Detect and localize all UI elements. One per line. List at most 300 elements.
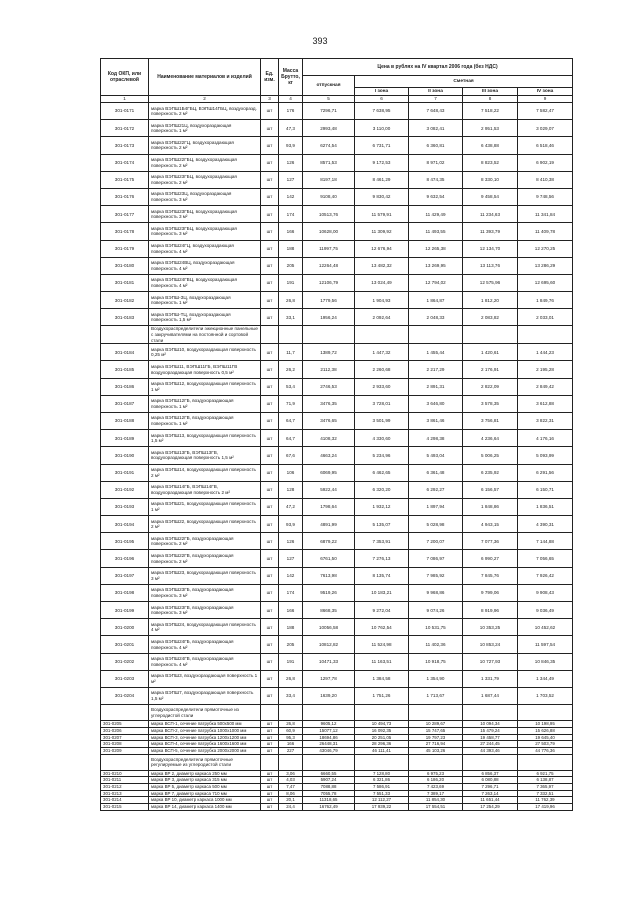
table-row [101,344,573,361]
row-unit: шт [261,584,279,601]
row-price-zone-2: 11 493,55 [409,223,463,240]
row-price-zone-3: 19 458,77 [463,734,518,741]
row-price-zone-3: 12 134,70 [463,240,518,257]
row-price-zone-1: 7 586,91 [355,783,409,790]
price-table-sheet [100,58,572,811]
row-price-zone-3: 10 727,93 [463,653,518,670]
row-price-zone-1: 16 092,35 [355,727,409,734]
table-row [101,309,573,326]
row-price-zone-3: 8 823,52 [463,154,518,171]
row-price-zone-2: 11 402,36 [409,636,463,653]
row-unit: шт [261,154,279,171]
table-row [101,223,573,240]
row-price-zone-1: 1 932,12 [355,498,409,515]
row-code: 301-0207 [101,734,149,741]
row-price-zone-1: 7 638,95 [355,103,409,120]
row-release-price: 2112,38 [303,361,355,378]
row-unit: шт [261,636,279,653]
row-release-price: 10056,58 [303,619,355,636]
row-release-price: 4891,99 [303,516,355,533]
row-release-price: 8197,18 [303,171,355,188]
row-unit: шт [261,727,279,734]
row-price-zone-2: 3 861,46 [409,412,463,429]
row-name: марка ВЭПШ22, воздухораздающая поверхность 2 м² [149,516,261,533]
row-code: 301-0186 [101,378,149,395]
header-release: отпускная [303,76,355,96]
row-price-zone-3: 11 651,44 [463,797,518,804]
row-name: марка ВР 10, диаметр каркаса 1000 мм [149,797,261,804]
row-price-zone-4: 11 341,84 [518,206,573,223]
row-code: 301-0178 [101,223,149,240]
row-code: 301-0215 [101,804,149,811]
row-release-price: 1639,20 [303,687,355,704]
row-unit: шт [261,447,279,464]
row-price-zone-2: 5 028,98 [409,516,463,533]
row-name: марка ВЭПШ13, воздухораздающая поверхность 1,5 м² [149,430,261,447]
row-price-zone-4: 5 093,99 [518,447,573,464]
row-price-zone-1: 10 183,21 [355,584,409,601]
row-code: 301-0182 [101,292,149,309]
row-price-zone-3: 9 458,54 [463,188,518,205]
row-mass: 26,8 [279,670,303,687]
row-name: марка ВЭПШ23ГБ, воздухораздающая поверхность 3 м² [149,584,261,601]
row-price-zone-2: 7 200,07 [409,533,463,550]
row-mass: 166 [279,602,303,619]
row-unit: шт [261,653,279,670]
row-release-price: 10812,82 [303,636,355,653]
row-release-price: 9108,40 [303,188,355,205]
row-name: марка ВЭПШ22ГБ, воздухораздающая поверхность 2 м² [149,533,261,550]
row-price-zone-4: 12 270,25 [518,240,573,257]
col-number: 4 [279,96,303,103]
row-name: марка ВЭПШ24, воздухораздающая поверхность 4 м² [149,619,261,636]
row-mass: 188 [279,240,303,257]
row-price-zone-3: 8 919,96 [463,602,518,619]
row-price-zone-4: 6 291,56 [518,464,573,481]
row-price-zone-2: 19 797,23 [409,734,463,741]
row-code: 301-0194 [101,516,149,533]
row-mass: 11,7 [279,344,303,361]
header-zone-2: II зона [409,88,463,96]
row-price-zone-3: 17 254,29 [463,804,518,811]
row-price-zone-3: 6 438,88 [463,137,518,154]
row-price-zone-3: 6 156,57 [463,481,518,498]
row-price-zone-2: 3 082,41 [409,120,463,137]
row-code: 301-0206 [101,727,149,734]
row-price-zone-2: 1 354,90 [409,670,463,687]
row-price-zone-3: 4 236,64 [463,430,518,447]
row-code: 301-0197 [101,567,149,584]
row-price-zone-2: 12 794,02 [409,274,463,291]
col-number: 9 [518,96,573,103]
row-price-zone-3: 1 848,86 [463,498,518,515]
row-price-zone-4: 4 176,16 [518,430,573,447]
row-price-zone-2: 7 389,17 [409,790,463,797]
row-name: марка ВР 14, диаметр каркаса 1400 мм [149,804,261,811]
row-price-zone-2: 11 429,49 [409,206,463,223]
table-row [101,797,573,804]
row-price-zone-2: 6 186,20 [409,777,463,784]
row-release-price: 6274,54 [303,137,355,154]
row-price-zone-2: 6 361,48 [409,464,463,481]
row-release-price: 5907,24 [303,777,355,784]
row-name: марка ВЭПШ12, воздухораздающая поверхность 1 м² [149,378,261,395]
table-row [101,103,573,120]
section-1 [101,326,573,344]
row-price-zone-1: 46 111,41 [355,747,409,754]
row-price-zone-2: 5 493,04 [409,447,463,464]
row-unit: шт [261,137,279,154]
row-unit: шт [261,777,279,784]
row-price-zone-3: 15 479,24 [463,727,518,734]
row-price-zone-1: 5 234,96 [355,447,409,464]
row-code: 301-0196 [101,550,149,567]
row-unit: шт [261,670,279,687]
row-price-zone-1: 10 494,73 [355,721,409,728]
table-row [101,777,573,784]
row-price-zone-1: 28 296,36 [355,741,409,748]
row-price-zone-2: 8 474,35 [409,171,463,188]
row-name: марка ВР 5, диаметр каркаса 500 мм [149,783,261,790]
row-mass: 8,06 [279,790,303,797]
table-body-mid [101,344,573,705]
row-price-zone-4: 27 503,79 [518,741,573,748]
row-release-price: 6660,55 [303,770,355,777]
row-release-price: 7613,98 [303,567,355,584]
row-mass: 227 [279,747,303,754]
row-name: марка ВСП-4, сечение патрубка 1600х1600 мм [149,741,261,748]
row-code: 301-0175 [101,171,149,188]
row-name: марка ВЭПШ11, ВЭПШ11ГБ, ВЭПШ11ГВ воздухораздающая поверхность 0,5 м² [149,361,261,378]
row-code: 301-0213 [101,790,149,797]
col-number: 8 [463,96,518,103]
row-price-zone-2: 7 985,92 [409,567,463,584]
row-code: 301-0181 [101,274,149,291]
row-price-zone-4: 7 144,88 [518,533,573,550]
row-unit: шт [261,257,279,274]
row-price-zone-2: 4 298,38 [409,430,463,447]
row-release-price: 10471,33 [303,653,355,670]
row-unit: шт [261,309,279,326]
row-price-zone-2: 1 455,44 [409,344,463,361]
row-unit: шт [261,619,279,636]
row-price-zone-1: 4 330,60 [355,430,409,447]
row-name: марка ВР 3, диаметр каркаса 315 мм [149,777,261,784]
row-price-zone-1: 1 904,93 [355,292,409,309]
column-number-row [101,96,573,103]
row-name: марка ВЭПШ24ВЦ, воздухораздающая поверхность 4 м² [149,257,261,274]
row-price-zone-3: 13 113,76 [463,257,518,274]
row-price-zone-3: 6 080,88 [463,777,518,784]
table-row [101,770,573,777]
row-release-price: 7088,88 [303,783,355,790]
row-price-zone-1: 17 939,22 [355,804,409,811]
table-body-main [101,103,573,326]
row-mass: 26,2 [279,361,303,378]
row-unit: шт [261,687,279,704]
row-name: марка ВЭПШ24ГЦ, воздухораздающая поверхность 4 м² [149,240,261,257]
row-name: марка ВЭПШ22ГБЦ, воздухораздающая поверхность 2 м² [149,154,261,171]
row-mass: 166 [279,741,303,748]
row-price-zone-3: 8 330,10 [463,171,518,188]
header-unit: Ед. изм. [261,59,279,96]
row-mass: 95,3 [279,734,303,741]
row-name: марка ВЭПШ22ГЦ, воздухораздающая поверхность 2 м² [149,137,261,154]
row-price-zone-2: 1 897,94 [409,498,463,515]
row-price-zone-4: 1 849,76 [518,292,573,309]
header-mass: Масса Брутто, кг [279,59,303,96]
row-release-price: 8668,35 [303,602,355,619]
table-row [101,804,573,811]
row-name: марка ВЭПШ7, воздухораздающая поверхность 1,5 м² [149,687,261,704]
row-price-zone-1: 11 524,98 [355,636,409,653]
row-price-zone-4: 12 695,60 [518,274,573,291]
row-price-zone-3: 11 393,79 [463,223,518,240]
row-price-zone-1: 9 172,53 [355,154,409,171]
table-row [101,516,573,533]
row-code: 301-0174 [101,154,149,171]
row-price-zone-4: 7 056,65 [518,550,573,567]
row-price-zone-4: 2 033,01 [518,309,573,326]
row-price-zone-2: 6 360,81 [409,137,463,154]
row-price-zone-2: 7 648,43 [409,103,463,120]
row-unit: шт [261,804,279,811]
row-price-zone-4: 1 444,23 [518,344,573,361]
table-row [101,430,573,447]
row-name: марка ВЭПШ23Ц, воздухораздающая поверхность 3 м² [149,188,261,205]
row-price-zone-3: 6 856,37 [463,770,518,777]
row-code: 301-0177 [101,206,149,223]
table-row [101,257,573,274]
row-mass: 176 [279,103,303,120]
row-code: 301-0208 [101,741,149,748]
table-row [101,727,573,734]
row-release-price: 12264,48 [303,257,355,274]
table-row [101,567,573,584]
row-mass: 3,06 [279,770,303,777]
row-mass: 60,9 [279,727,303,734]
row-price-zone-3: 2 083,82 [463,309,518,326]
row-price-zone-4: 7 332,51 [518,790,573,797]
table-row [101,687,573,704]
row-name: марка ВЭПШ23ГВ, воздухораздающая поверхность 3 м² [149,602,261,619]
row-code: 301-0202 [101,653,149,670]
row-release-price: 10513,76 [303,206,355,223]
row-code: 301-0201 [101,636,149,653]
row-price-zone-4: 6 138,87 [518,777,573,784]
row-price-zone-1: 6 731,71 [355,137,409,154]
header-zone-3: III зона [463,88,518,96]
row-price-zone-3: 12 575,96 [463,274,518,291]
row-unit: шт [261,721,279,728]
row-name: марка ВЭПШ-ЗЦ, воздухораздающая поверхность 1 м² [149,292,261,309]
row-price-zone-2: 13 269,95 [409,257,463,274]
row-price-zone-4: 9 748,56 [518,188,573,205]
row-mass: 26,8 [279,721,303,728]
section-title: Воздухораспределители эжекционные панельные с закручивателями на постоянной и сортовой стали [149,326,261,344]
table-row [101,447,573,464]
row-code: 301-0173 [101,137,149,154]
row-price-zone-2: 11 854,30 [409,797,463,804]
table-row [101,619,573,636]
table-row [101,790,573,797]
row-mass: 205 [279,636,303,653]
page-number: 393 [312,36,328,46]
row-price-zone-3: 7 263,14 [463,790,518,797]
table-row [101,783,573,790]
row-price-zone-1: 12 676,94 [355,240,409,257]
row-price-zone-1: 7 276,13 [355,550,409,567]
row-price-zone-1: 10 762,54 [355,619,409,636]
row-unit: шт [261,188,279,205]
row-price-zone-2: 7 086,97 [409,550,463,567]
table-row [101,602,573,619]
section-3 [101,754,573,770]
row-mass: 47,2 [279,498,303,515]
row-price-zone-1: 9 272,04 [355,602,409,619]
row-release-price: 3476,35 [303,395,355,412]
row-release-price: 7055,78 [303,790,355,797]
row-price-zone-4: 10 452,62 [518,619,573,636]
row-unit: шт [261,734,279,741]
row-price-zone-2: 8 971,02 [409,154,463,171]
table-row [101,734,573,741]
table-row [101,188,573,205]
row-price-zone-3: 10 353,25 [463,619,518,636]
row-name: марка ВР 2, диаметр каркаса 250 мм [149,770,261,777]
row-price-zone-1: 13 024,49 [355,274,409,291]
row-code: 301-0200 [101,619,149,636]
row-mass: 142 [279,567,303,584]
row-price-zone-1: 2 092,64 [355,309,409,326]
table-row [101,206,573,223]
row-price-zone-1: 9 830,42 [355,188,409,205]
row-price-zone-4: 6 518,46 [518,137,573,154]
row-price-zone-3: 4 943,15 [463,516,518,533]
row-price-zone-4: 15 626,88 [518,727,573,734]
table-row [101,395,573,412]
row-name: марка ВЭПШ23ГБЦ, воздухораздающая поверхность 3 м² [149,206,261,223]
row-code: 301-0176 [101,188,149,205]
row-code: 301-0171 [101,103,149,120]
row-mass: 67,6 [279,447,303,464]
table-row [101,533,573,550]
row-release-price: 7296,71 [303,103,355,120]
row-price-zone-4: 3 029,07 [518,120,573,137]
row-name: марка ВЭПШ14ГБ, ВЭПШ14ГВ, воздухораздающая поверхность 2 м² [149,481,261,498]
row-code: 301-0198 [101,584,149,601]
table-row [101,361,573,378]
table-row [101,378,573,395]
row-mass: 64,7 [279,412,303,429]
row-price-zone-4: 2 195,28 [518,361,573,378]
table-row [101,154,573,171]
row-release-price: 43046,79 [303,747,355,754]
row-price-zone-1: 7 353,91 [355,533,409,550]
row-price-zone-2: 6 292,27 [409,481,463,498]
row-unit: шт [261,120,279,137]
row-price-zone-3: 1 812,20 [463,292,518,309]
row-price-zone-4: 2 849,42 [518,378,573,395]
row-mass: 126 [279,533,303,550]
row-price-zone-3: 5 006,25 [463,447,518,464]
row-release-price: 8571,53 [303,154,355,171]
row-price-zone-3: 3 756,81 [463,412,518,429]
table-row [101,120,573,137]
row-mass: 142 [279,188,303,205]
row-mass: 93,9 [279,137,303,154]
row-code: 301-0192 [101,481,149,498]
row-price-zone-3: 10 094,34 [463,721,518,728]
row-unit: шт [261,790,279,797]
table-row [101,670,573,687]
row-price-zone-3: 2 176,91 [463,361,518,378]
row-unit: шт [261,783,279,790]
row-code: 301-0204 [101,687,149,704]
row-release-price: 26448,31 [303,741,355,748]
row-name: марка ВЭПШ1Б4ГБЦ, ВЭПШ14ГБЦ, воздухоразд. поверхность 2 м² [149,103,261,120]
row-price-zone-4: 11 409,78 [518,223,573,240]
row-unit: шт [261,395,279,412]
row-price-zone-4: 8 410,38 [518,171,573,188]
row-unit: шт [261,747,279,754]
row-code: 301-0203 [101,670,149,687]
row-mass: 191 [279,653,303,670]
row-price-zone-1: 8 135,74 [355,567,409,584]
row-code: 301-0180 [101,257,149,274]
row-mass: 53,4 [279,378,303,395]
row-code: 301-0195 [101,533,149,550]
row-price-zone-3: 7 845,76 [463,567,518,584]
row-price-zone-3: 10 853,24 [463,636,518,653]
row-price-zone-4: 11 597,54 [518,636,573,653]
row-name: марка ВЭПШ22ГВ, воздухораздающая поверхность 2 м² [149,550,261,567]
row-price-zone-2: 7 423,69 [409,783,463,790]
row-unit: шт [261,498,279,515]
row-unit: шт [261,430,279,447]
row-mass: 191 [279,274,303,291]
row-release-price: 12106,79 [303,274,355,291]
row-release-price: 15077,12 [303,727,355,734]
row-unit: шт [261,274,279,291]
row-name: марка ВР 7, диаметр каркаса 710 мм [149,790,261,797]
row-release-price: 2993,48 [303,120,355,137]
row-price-zone-2: 1 713,67 [409,687,463,704]
row-price-zone-3: 1 331,79 [463,670,518,687]
row-price-zone-4: 19 645,40 [518,734,573,741]
row-price-zone-1: 11 309,92 [355,223,409,240]
row-price-zone-1: 7 551,33 [355,790,409,797]
row-price-zone-3: 7 077,36 [463,533,518,550]
col-number: 1 [101,96,149,103]
row-mass: 47,3 [279,120,303,137]
row-price-zone-2: 3 646,80 [409,395,463,412]
row-release-price: 6069,95 [303,464,355,481]
table-row [101,550,573,567]
row-mass: 33,1 [279,309,303,326]
row-unit: шт [261,516,279,533]
header-code: Код ОКП, или отраслевой [101,59,149,96]
col-number: 3 [261,96,279,103]
row-code: 301-0212 [101,783,149,790]
row-price-zone-1: 11 163,51 [355,653,409,670]
row-price-zone-1: 20 251,05 [355,734,409,741]
row-price-zone-1: 3 501,99 [355,412,409,429]
row-code: 301-0205 [101,721,149,728]
row-mass: 33,4 [279,687,303,704]
row-price-zone-3: 1 420,61 [463,344,518,361]
row-unit: шт [261,344,279,361]
